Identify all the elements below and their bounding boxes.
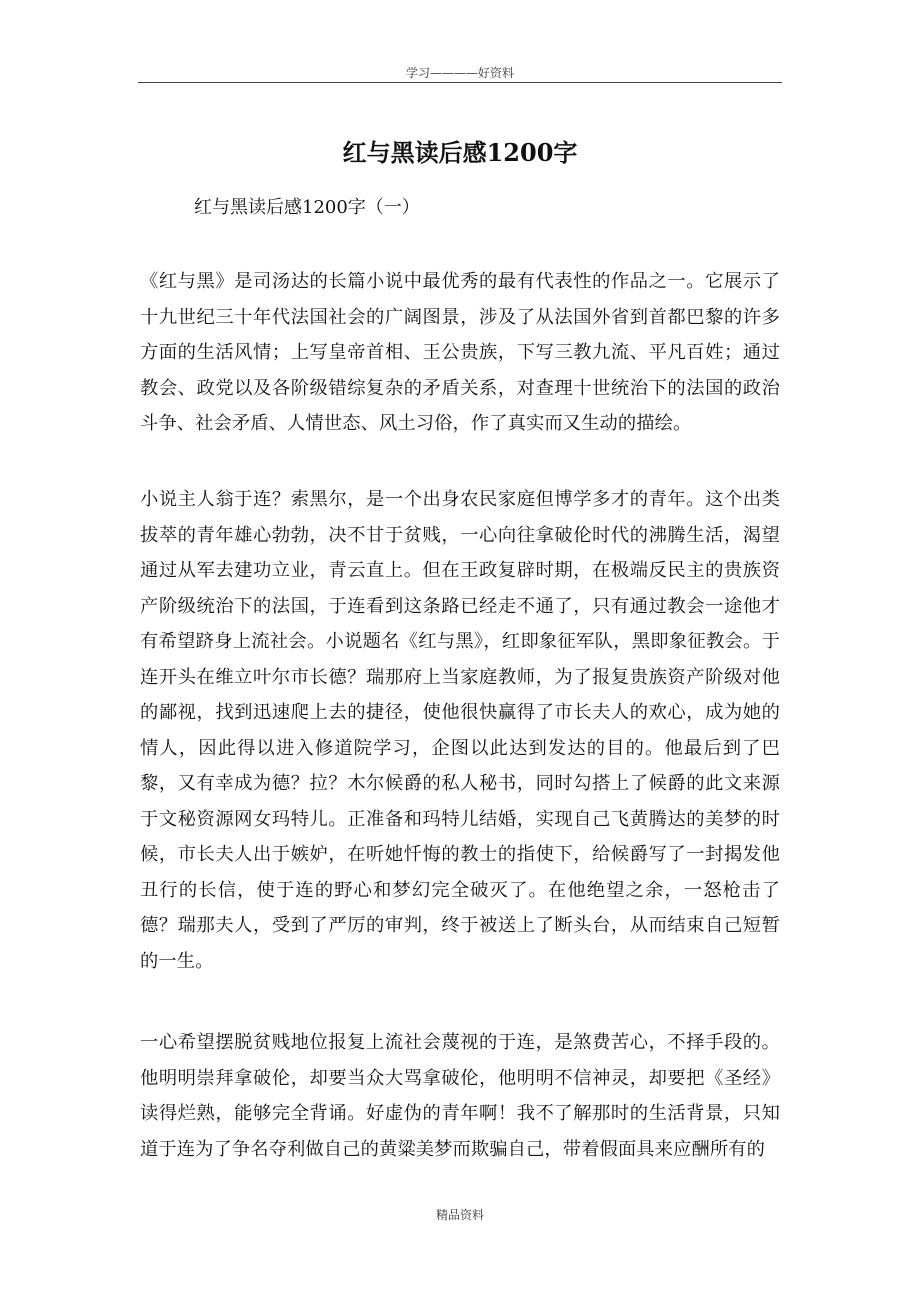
document-title: 红与黑读后感1200字 [342,138,578,167]
page-footer: 精品资料 [435,1208,484,1222]
paragraph-2: 小说主人翁于连？索黑尔，是一个出身农民家庭但博学多才的青年。这个出类拔萃的青年雄心勃勃，决不甘于贫贱，一心向往拿破伦时代的沸腾生活，渴望通过从军去建功立业，青云直上。但在王政复辟时期，在极端反民主的贵族资产阶级统治下的法国，于连看到这条路已经走不通了，只有通过教会一途他才有希望跻身上流社会。小说题名《红与黑》，红即象征军队，黑即象征教会。于连开头在维立叶尔市长德？瑞那府上当家庭教师，为了报复贵族资产阶级对他的鄙视，找到迅速爬上去的捷径，使他很快赢得了市长夫人的欢心，成为她的情人，因此得以进入修道院学习，企图以此达到发达的目的。他最后到了巴黎，又有幸成为德？拉？木尔候爵的私人秘书，同时勾搭上了候爵的此文来源于文秘资源网女玛特儿。正准备和玛特儿结婚，实现自己飞黄腾达的美梦的时候，市长夫人出于嫉妒，在听她忏悔的教士的指使下，给候爵写了一封揭发他丑行的长信，使于连的野心和梦幻完全破灭了。在他绝望之余，一怒枪击了德？瑞那夫人，受到了严厉的审判，终于被送上了断头台，从而结束自己短暂的一生。 [140,489,780,972]
paragraph-3: 一心希望摆脱贫贱地位报复上流社会蔑视的于连，是煞费苦心，不择手段的。他明明崇拜拿破伦，却要当众大骂拿破伦，他明明不信神灵，却要把《圣经》读得烂熟，能够完全背诵。好虚伪的青年啊！我不了解那时的生活背景，只知道于连为了争名夺利做自己的黄粱美梦而欺骗自己，带着假面具来应酬所有的 [140,1032,780,1160]
page-header: 学习————好资料 [405,66,514,80]
header-divider [138,82,782,83]
document-subtitle: 红与黑读后感1200字（一） [194,197,420,218]
paragraph-1: 《红与黑》是司汤达的长篇小说中最优秀的最有代表性的作品之一。它展示了十九世纪三十年代法国社会的广阔图景，涉及了从法国外省到首都巴黎的许多方面的生活风情；上写皇帝首相、王公贵族，下写三教九流、平凡百姓；通过教会、政党以及各阶级错综复杂的矛盾关系，对查理十世统治下的法国的政治斗争、社会矛盾、人情世态、风土习俗，作了真实而又生动的描绘。 [140,271,780,434]
